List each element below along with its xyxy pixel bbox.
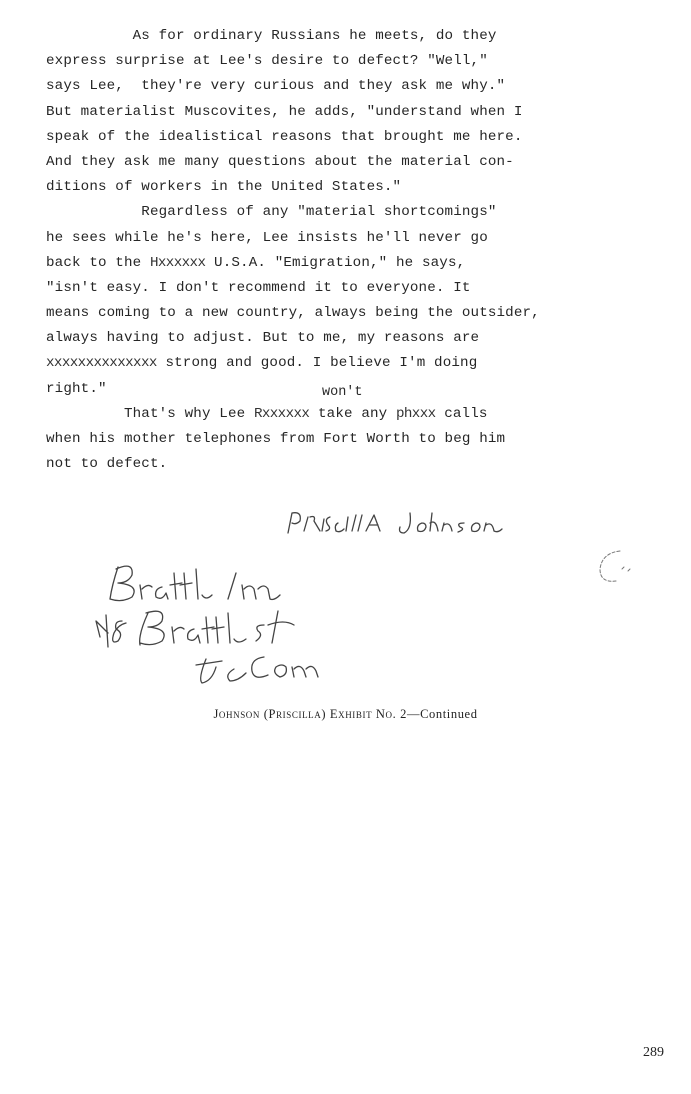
text-line: when his mother telephones from Fort Worth to beg him <box>46 431 506 447</box>
text-line: speak of the idealistical reasons that brought me here. <box>46 128 523 145</box>
typed-text-block <box>46 24 646 477</box>
struck-out-text: Rxxxxxx <box>253 405 310 422</box>
text-segment: That's why Lee <box>46 405 254 422</box>
text-segment: back to the <box>46 254 150 271</box>
handwritten-signature <box>280 503 520 545</box>
text-line: says Lee, they're very curious and they ask me why." <box>46 78 506 95</box>
text-line <box>46 351 646 376</box>
text-line: not to defect. <box>46 456 168 473</box>
text-line: express surprise at Lee's desire to defect? "Well," <box>46 53 488 70</box>
text-line: always having to adjust. But to me, my reasons are <box>46 330 480 347</box>
text-line <box>46 402 646 427</box>
text-line: he sees while he's here, Lee insists he'll never go <box>46 229 488 246</box>
caption-exhibit: Exhibit No. 2 <box>329 707 407 721</box>
text-line: And they ask me many questions about the material con- <box>46 153 514 170</box>
text-segment: U.S.A. "Emigration," he says, <box>214 254 466 271</box>
text-line: ditions of workers in the United States." <box>46 179 402 196</box>
caption-paren: (Priscilla) <box>263 707 327 721</box>
text-segment: calls <box>435 405 488 422</box>
text-segment: take any <box>309 405 396 422</box>
text-line: "isn't easy. I don't recommend it to everyone. It <box>46 279 471 296</box>
text-line: right." <box>46 380 107 397</box>
struck-out-text: xxxxxxxxxxxxxx <box>46 355 157 372</box>
text-segment: strong and good. I believe I'm doing <box>156 355 478 372</box>
struck-out-text: phxxx <box>395 405 436 422</box>
text-line: Regardless of any "material shortcomings" <box>46 204 497 221</box>
typed-insertion: won't <box>322 385 363 400</box>
struck-out-text: Hxxxxxx <box>149 254 206 271</box>
exhibit-caption <box>0 707 691 722</box>
handwritten-address-note <box>88 555 388 685</box>
text-line: As for ordinary Russians he meets, do they <box>46 28 497 44</box>
page-number: 289 <box>643 1045 664 1060</box>
text-line <box>46 251 646 276</box>
caption-name: Johnson <box>213 707 261 721</box>
text-line: But materialist Muscovites, he adds, "understand when I <box>46 103 523 120</box>
handwritten-mark <box>592 545 638 587</box>
text-line: means coming to a new country, always being the outsider, <box>46 305 540 322</box>
caption-continued: —Continued <box>406 707 478 721</box>
